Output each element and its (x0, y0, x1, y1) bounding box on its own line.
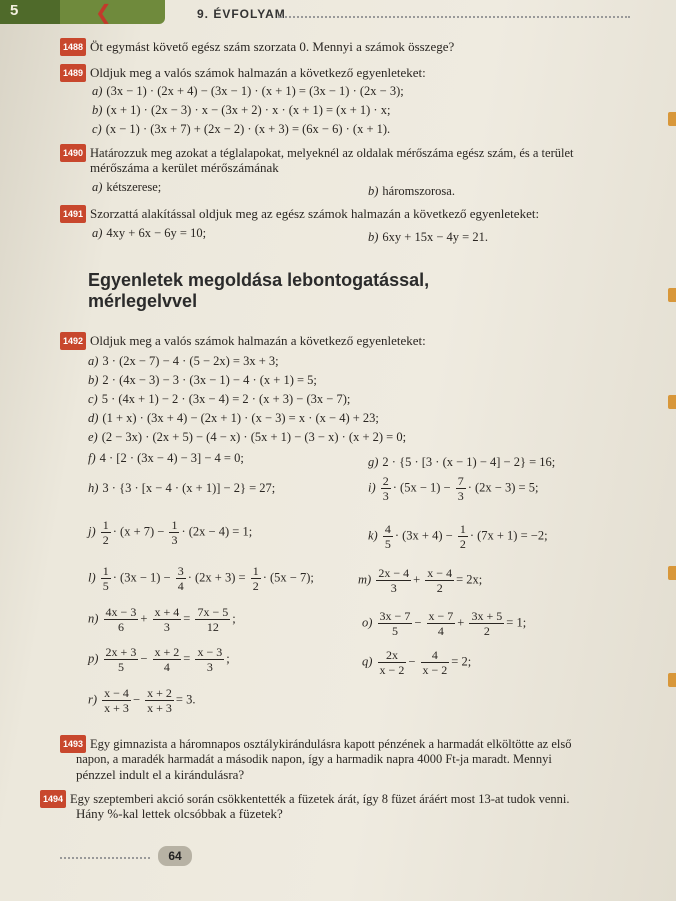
problem-text-line1: Egy szeptemberi akció során csökkentették a füzetek árát, így 8 füzet áráért most 13-at tudok venni. (70, 792, 570, 806)
problem-1492-i: i) $\frac{2}{3}$ · (5x − 1) − $\frac{7}{3}$ · (2x − 3) = 5; (368, 474, 539, 503)
problem-1490-line2: mérőszáma a kerület mérőszámának (90, 160, 279, 175)
problem-1492-e: e) (2 − 3x) · (2x + 5) − (4 − x) · (5x + 1) − (3 − x) · (x + 2) = 0; (88, 430, 407, 444)
problem-1492-p: p) $\frac{2x + 3}{5}$ − $\frac{x + 2}{4}$ = $\frac{x - 3}{3}$ ; (88, 645, 230, 674)
problem-1492-o: o) $\frac{3x - 7}{5}$ − $\frac{x - 7}{4}$ + $\frac{3x + 5}{2}$ = 1; (362, 609, 527, 638)
problem-1492 (60, 332, 660, 350)
header-page-number: 5 (10, 2, 19, 19)
header-dotline (278, 16, 630, 18)
problem-1491 (60, 205, 660, 223)
problem-1489 (60, 64, 650, 82)
problem-1492-n: n) $\frac{4x - 3}{6}$ + $\frac{x + 4}{3}$ = $\frac{7x - 5}{12}$ ; (88, 605, 236, 634)
problem-text: Szorzattá alakítással oldjuk meg az egész számok halmazán a következő egyenleteket: (90, 206, 540, 221)
problem-text: Oldjuk meg a valós számok halmazán a következő egyenleteket: (90, 333, 426, 348)
problem-1493-line2: napon, a maradék harmadát a második napon, így a harmadik napra 4000 Ft-ja maradt. Mennyi (76, 752, 552, 766)
footer-page-number: 64 (158, 846, 192, 866)
problem-number-badge: 1488 (60, 38, 86, 56)
problem-1492-k: k) $\frac{4}{5}$ · (3x + 4) − $\frac{1}{2}$ · (7x + 1) = −2; (368, 522, 548, 551)
problem-1489-a: a) (3x − 1) · (2x + 4) − (3x − 1) · (x + 1) = (3x − 1) · (2x − 3); (92, 84, 404, 98)
problem-text: Öt egymást követő egész szám szorzata 0. Mennyi a számok összege? (90, 39, 455, 54)
problem-number-badge: 1489 (60, 64, 86, 82)
problem-number-badge: 1492 (60, 332, 86, 350)
problem-number-badge: 1494 (40, 790, 66, 808)
problem-1492-l: l) $\frac{1}{5}$ · (3x − 1) − $\frac{3}{4}$ · (2x + 3) = $\frac{1}{2}$ · (5x − 7); (88, 564, 314, 593)
problem-1492-b: b) 2 · (4x − 3) − 3 · (3x − 1) − 4 · (x + 1) = 5; (88, 373, 317, 387)
problem-1492-a: a) 3 · (2x − 7) − 4 · (5 − 2x) = 3x + 3; (88, 354, 279, 368)
edge-tab (668, 288, 676, 302)
header-title: 9. ÉVFOLYAM (197, 7, 286, 21)
problem-1492-f: f) 4 · [2 · (3x − 4) − 3] − 4 = 0; (88, 451, 244, 465)
chevron-left-icon: ❮ (95, 0, 112, 24)
edge-tab (668, 112, 676, 126)
edge-tab (668, 673, 676, 687)
problem-1494-line2: Hány %-kal lettek olcsóbbak a füzetek? (76, 806, 283, 821)
problem-1492-h: h) 3 · {3 · [x − 4 · (x + 1)] − 2} = 27; (88, 481, 276, 495)
problem-text-line1: Határozzuk meg azokat a téglalapokat, melyeknél az oldalak mérőszáma egész szám, és a terület (90, 146, 574, 160)
footer-dotline (60, 857, 150, 859)
problem-1492-g: g) 2 · {5 · [3 · (x − 1) − 4] − 2} = 16; (368, 455, 556, 469)
edge-tab (668, 566, 676, 580)
header-band-dark (0, 0, 60, 24)
problem-number-badge: 1490 (60, 144, 86, 162)
problem-1489-b: b) (x + 1) · (2x − 3) · x − (3x + 2) · x · (x + 1) = (x + 1) · x; (92, 103, 391, 117)
problem-1490-a: a) kétszerese; (92, 180, 162, 194)
problem-1491-a: a) 4xy + 6x − 6y = 10; (92, 226, 207, 240)
edge-tab (668, 395, 676, 409)
problem-1492-j: j) $\frac{1}{2}$ · (x + 7) − $\frac{1}{3}$ · (2x − 4) = 1; (88, 518, 253, 547)
problem-1490-b: b) háromszorosa. (368, 184, 455, 198)
problem-1492-r: r) $\frac{x - 4}{x + 3}$ − $\frac{x + 2}{x + 3}$ = 3. (88, 686, 196, 715)
problem-1492-q: q) $\frac{2x}{x - 2}$ − $\frac{4}{x - 2}$ = 2; (362, 648, 472, 677)
problem-1493-line3: pénzzel indult el a kirándulásra? (76, 767, 245, 782)
problem-1492-c: c) 5 · (4x + 1) − 2 · (3x − 4) = 2 · (x + 3) − (3x − 7); (88, 392, 351, 406)
problem-text: Oldjuk meg a valós számok halmazán a következő egyenleteket: (90, 65, 426, 80)
problem-number-badge: 1491 (60, 205, 86, 223)
problem-1489-c: c) (x − 1) · (3x + 7) + (2x − 2) · (x + 3) = (6x − 6) · (x + 1). (92, 122, 391, 136)
problem-1488 (60, 38, 650, 56)
section-heading: Egyenletek megoldása lebontogatással, mérlegelvvel (88, 270, 430, 311)
problem-text-line1: Egy gimnazista a háromnapos osztálykirándulásra kapott pénzének a harmadát elköltötte az első (90, 737, 572, 751)
page-header (0, 0, 676, 28)
problem-number-badge: 1493 (60, 735, 86, 753)
problem-1491-b: b) 6xy + 15x − 4y = 21. (368, 230, 488, 244)
problem-1492-m: m) $\frac{2x - 4}{3}$ + $\frac{x - 4}{2}$ = 2x; (358, 566, 483, 595)
problem-1492-d: d) (1 + x) · (3x + 4) − (2x + 1) · (x − 3) = x · (x − 4) + 23; (88, 411, 379, 425)
